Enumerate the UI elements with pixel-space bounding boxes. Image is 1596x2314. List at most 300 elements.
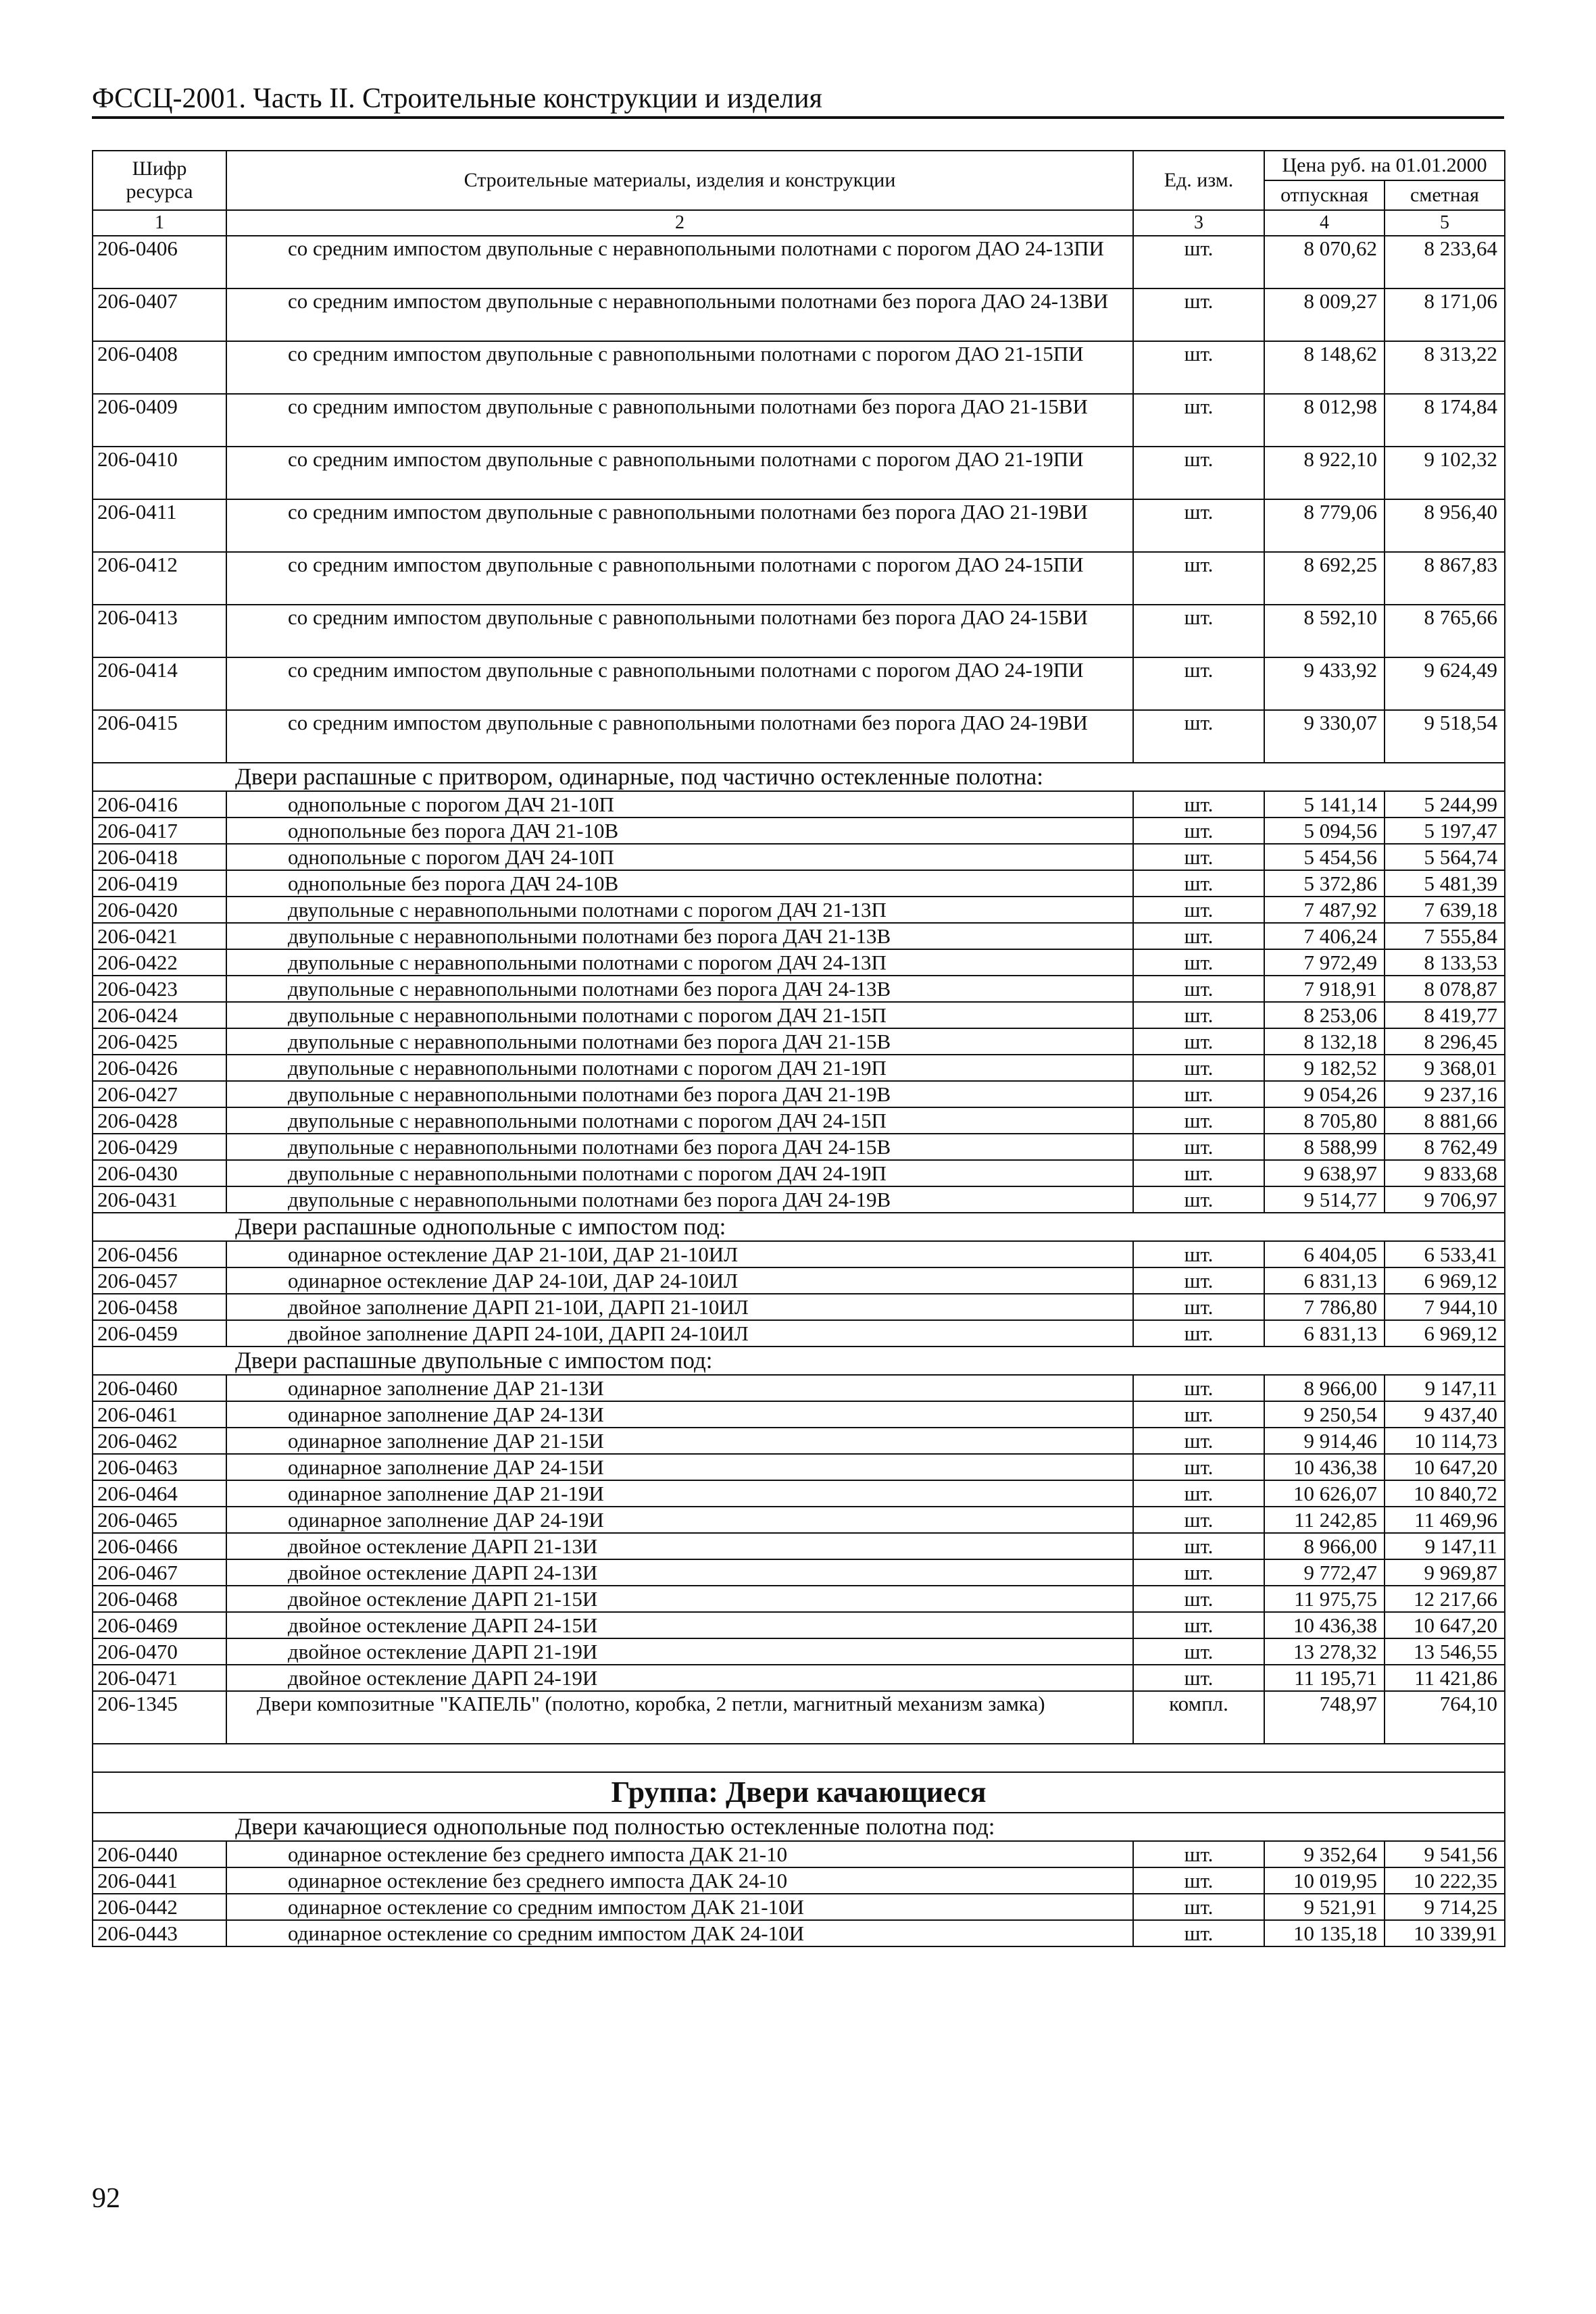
estimate-price: 8 867,83 [1385,552,1505,605]
unit: шт. [1133,1028,1264,1055]
resource-code: 206-0410 [93,447,226,499]
estimate-price: 9 833,68 [1385,1160,1505,1186]
table-row [93,657,1505,710]
resource-code: 206-0442 [93,1894,226,1920]
resource-name: двупольные с неравнопольными полотнами без порога ДАЧ 24-15В [226,1134,1133,1160]
table-row [93,341,1505,394]
estimate-price: 8 313,22 [1385,341,1505,394]
estimate-price: 11 421,86 [1385,1665,1505,1691]
table-row [93,949,1505,976]
resource-code: 206-0421 [93,923,226,949]
resource-name: двупольные с неравнопольными полотнами без порога ДАЧ 21-13В [226,923,1133,949]
resource-name: одинарное остекление со средним импостом ДАК 21-10И [226,1894,1133,1920]
estimate-price: 10 647,20 [1385,1454,1505,1480]
col-header-unit: Ед. изм. [1133,151,1264,210]
resource-code: 206-0431 [93,1186,226,1213]
resource-code: 206-0406 [93,236,226,288]
resource-code: 206-0427 [93,1081,226,1107]
release-price: 9 521,91 [1264,1894,1385,1920]
table-row [93,394,1505,447]
release-price: 5 094,56 [1264,818,1385,844]
unit: шт. [1133,1533,1264,1559]
resource-code: 206-0426 [93,1055,226,1081]
unit: шт. [1133,870,1264,897]
release-price: 8 070,62 [1264,236,1385,288]
unit: шт. [1133,394,1264,447]
estimate-price: 9 237,16 [1385,1081,1505,1107]
unit: шт. [1133,897,1264,923]
unit: шт. [1133,499,1264,552]
resource-name: со средним импостом двупольные с равнопольными полотнами без порога ДАО 21-19ВИ [226,499,1133,552]
estimate-price: 9 147,11 [1385,1533,1505,1559]
estimate-price: 8 419,77 [1385,1002,1505,1028]
resource-code: 206-0443 [93,1920,226,1946]
unit: шт. [1133,1428,1264,1454]
release-price: 11 242,85 [1264,1507,1385,1533]
release-price: 8 132,18 [1264,1028,1385,1055]
release-price: 6 404,05 [1264,1241,1385,1267]
table-row [93,1894,1505,1920]
spacer-row [93,1744,1505,1772]
resource-name: одинарное заполнение ДАР 24-15И [226,1454,1133,1480]
unit: шт. [1133,341,1264,394]
table-row [93,1691,1505,1744]
col-header-estimate-price: сметная [1385,180,1505,210]
unit: шт. [1133,976,1264,1002]
unit: шт. [1133,1002,1264,1028]
unit: шт. [1133,447,1264,499]
resource-code: 206-0471 [93,1665,226,1691]
release-price: 9 182,52 [1264,1055,1385,1081]
resource-name: одинарное заполнение ДАР 24-13И [226,1401,1133,1428]
release-price: 748,97 [1264,1691,1385,1744]
resource-code: 206-0462 [93,1428,226,1454]
estimate-price: 9 714,25 [1385,1894,1505,1920]
table-row [93,1401,1505,1428]
resource-name: со средним импостом двупольные с равнопольными полотнами без порога ДАО 24-15ВИ [226,605,1133,657]
table-row [93,923,1505,949]
table-row [93,605,1505,657]
estimate-price: 8 765,66 [1385,605,1505,657]
release-price: 7 972,49 [1264,949,1385,976]
estimate-price: 764,10 [1385,1691,1505,1744]
table-row [93,447,1505,499]
estimate-price: 6 969,12 [1385,1320,1505,1347]
release-price: 8 922,10 [1264,447,1385,499]
estimate-price: 9 969,87 [1385,1559,1505,1586]
unit: шт. [1133,1841,1264,1867]
table-row [93,1480,1505,1507]
table-row [93,791,1505,818]
rows-swing-doors [93,1841,1505,1946]
resource-name: со средним импостом двупольные с неравнопольными полотнами без порога ДАО 24-13ВИ [226,288,1133,341]
release-price: 10 626,07 [1264,1480,1385,1507]
estimate-price: 10 840,72 [1385,1480,1505,1507]
release-price: 7 786,80 [1264,1294,1385,1320]
unit: шт. [1133,1160,1264,1186]
header-divider [92,116,1504,119]
release-price: 8 779,06 [1264,499,1385,552]
release-price: 8 966,00 [1264,1375,1385,1401]
estimate-price: 6 969,12 [1385,1267,1505,1294]
resource-code: 206-0413 [93,605,226,657]
table-row [93,1375,1505,1401]
unit: шт. [1133,1401,1264,1428]
release-price: 10 135,18 [1264,1920,1385,1946]
resource-name: двупольные с неравнопольными полотнами без порога ДАЧ 21-19В [226,1081,1133,1107]
col-number: 2 [226,210,1133,236]
table-row [93,976,1505,1002]
release-price: 9 330,07 [1264,710,1385,763]
table-row [93,1612,1505,1638]
estimate-price: 8 078,87 [1385,976,1505,1002]
unit: шт. [1133,1920,1264,1946]
resource-name: одинарное заполнение ДАР 21-19И [226,1480,1133,1507]
unit: шт. [1133,236,1264,288]
resource-code: 206-0408 [93,341,226,394]
table-row [93,870,1505,897]
resource-code: 206-0417 [93,818,226,844]
resource-name: двойное остекление ДАРП 24-19И [226,1665,1133,1691]
resource-code: 206-0418 [93,844,226,870]
release-price: 9 514,77 [1264,1186,1385,1213]
release-price: 5 454,56 [1264,844,1385,870]
release-price: 6 831,13 [1264,1267,1385,1294]
resource-code: 206-0415 [93,710,226,763]
table-row [93,1160,1505,1186]
resource-code: 206-0465 [93,1507,226,1533]
unit: шт. [1133,1638,1264,1665]
release-price: 7 487,92 [1264,897,1385,923]
table-row [93,1507,1505,1533]
col-header-price: Цена руб. на 01.01.2000 [1264,151,1505,180]
release-price: 10 019,95 [1264,1867,1385,1894]
table-row [93,1028,1505,1055]
page-number: 92 [92,2183,120,2214]
col-header-release-price: отпускная [1264,180,1385,210]
resource-code: 206-1345 [93,1691,226,1744]
resource-name: одинарное заполнение ДАР 24-19И [226,1507,1133,1533]
resource-name: двупольные с неравнопольными полотнами с порогом ДАЧ 24-15П [226,1107,1133,1134]
release-price: 8 705,80 [1264,1107,1385,1134]
table-row [93,710,1505,763]
resource-code: 206-0468 [93,1586,226,1612]
unit: шт. [1133,1055,1264,1081]
unit: шт. [1133,710,1264,763]
resource-name: двупольные с неравнопольными полотнами с порогом ДАЧ 21-13П [226,897,1133,923]
col-header-code: Шифр ресурса [93,151,226,210]
resource-code: 206-0428 [93,1107,226,1134]
table-row [93,1055,1505,1081]
resource-name: двойное остекление ДАРП 21-19И [226,1638,1133,1665]
unit: шт. [1133,1241,1264,1267]
resource-name: двупольные с неравнопольными полотнами с порогом ДАЧ 21-19П [226,1055,1133,1081]
estimate-price: 9 624,49 [1385,657,1505,710]
resource-code: 206-0458 [93,1294,226,1320]
estimate-price: 8 296,45 [1385,1028,1505,1055]
estimate-price: 5 197,47 [1385,818,1505,844]
table-row [93,1267,1505,1294]
resource-code: 206-0422 [93,949,226,976]
resource-code: 206-0419 [93,870,226,897]
release-price: 5 141,14 [1264,791,1385,818]
resource-code: 206-0457 [93,1267,226,1294]
resource-name: одинарное остекление со средним импостом ДАК 24-10И [226,1920,1133,1946]
release-price: 5 372,86 [1264,870,1385,897]
resource-code: 206-0470 [93,1638,226,1665]
unit: шт. [1133,844,1264,870]
release-price: 11 195,71 [1264,1665,1385,1691]
unit: шт. [1133,1612,1264,1638]
table-row [93,1586,1505,1612]
release-price: 8 253,06 [1264,1002,1385,1028]
resource-code: 206-0464 [93,1480,226,1507]
resource-name: однопольные с порогом ДАЧ 21-10П [226,791,1133,818]
estimate-price: 9 147,11 [1385,1375,1505,1401]
col-number: 5 [1385,210,1505,236]
resource-code: 206-0407 [93,288,226,341]
unit: шт. [1133,791,1264,818]
unit: шт. [1133,1867,1264,1894]
resource-name: со средним импостом двупольные с равнопольными полотнами с порогом ДАО 24-15ПИ [226,552,1133,605]
release-price: 9 250,54 [1264,1401,1385,1428]
estimate-price: 8 956,40 [1385,499,1505,552]
release-price: 13 278,32 [1264,1638,1385,1665]
resource-name: двупольные с неравнопольными полотнами без порога ДАЧ 24-13В [226,976,1133,1002]
unit: шт. [1133,1559,1264,1586]
release-price: 6 831,13 [1264,1320,1385,1347]
resource-name: двойное остекление ДАРП 21-13И [226,1533,1133,1559]
estimate-price: 10 647,20 [1385,1612,1505,1638]
estimate-price: 10 114,73 [1385,1428,1505,1454]
estimate-price: 7 555,84 [1385,923,1505,949]
estimate-price: 8 133,53 [1385,949,1505,976]
estimate-price: 9 518,54 [1385,710,1505,763]
resource-code: 206-0466 [93,1533,226,1559]
release-price: 7 406,24 [1264,923,1385,949]
price-table [92,150,1505,1947]
unit: шт. [1133,1507,1264,1533]
resource-name: однопольные с порогом ДАЧ 24-10П [226,844,1133,870]
resource-name: со средним импостом двупольные с равнопольными полотнами без порога ДАО 24-19ВИ [226,710,1133,763]
col-number: 4 [1264,210,1385,236]
estimate-price: 10 222,35 [1385,1867,1505,1894]
table-row [93,897,1505,923]
release-price: 11 975,75 [1264,1586,1385,1612]
release-price: 7 918,91 [1264,976,1385,1002]
unit: шт. [1133,818,1264,844]
resource-name: двупольные с неравнопольными полотнами без порога ДАЧ 24-19В [226,1186,1133,1213]
table-row [93,818,1505,844]
resource-name: двупольные с неравнопольными полотнами с порогом ДАЧ 24-19П [226,1160,1133,1186]
resource-name: одинарное остекление без среднего импоста ДАК 21-10 [226,1841,1133,1867]
table-row [93,1134,1505,1160]
resource-code: 206-0469 [93,1612,226,1638]
release-price: 10 436,38 [1264,1612,1385,1638]
resource-name: одинарное заполнение ДАР 21-13И [226,1375,1133,1401]
resource-code: 206-0414 [93,657,226,710]
rows-rebated-doors [93,791,1505,1213]
resource-name: Двери композитные "КАПЕЛЬ" (полотно, коробка, 2 петли, магнитный механизм замка) [226,1691,1133,1744]
resource-name: со средним импостом двупольные с равнопольными полотнами с порогом ДАО 21-15ПИ [226,341,1133,394]
table-row [93,1294,1505,1320]
unit: шт. [1133,1267,1264,1294]
resource-name: со средним импостом двупольные с неравнопольными полотнами с порогом ДАО 24-13ПИ [226,236,1133,288]
estimate-price: 8 233,64 [1385,236,1505,288]
release-price: 8 009,27 [1264,288,1385,341]
estimate-price: 5 481,39 [1385,870,1505,897]
group-heading: Группа: Двери качающиеся [93,1772,1505,1813]
resource-name: одинарное заполнение ДАР 21-15И [226,1428,1133,1454]
unit: шт. [1133,605,1264,657]
unit: шт. [1133,1586,1264,1612]
resource-name: двойное заполнение ДАРП 21-10И, ДАРП 21-10ИЛ [226,1294,1133,1320]
table-row [93,1241,1505,1267]
table-row [93,236,1505,288]
unit: шт. [1133,1294,1264,1320]
table-row [93,1559,1505,1586]
table-row [93,552,1505,605]
resource-name: однопольные без порога ДАЧ 21-10В [226,818,1133,844]
unit: шт. [1133,1480,1264,1507]
unit: шт. [1133,1454,1264,1480]
release-price: 9 054,26 [1264,1081,1385,1107]
resource-name: двойное остекление ДАРП 24-15И [226,1612,1133,1638]
table-row [93,844,1505,870]
table-row [93,1665,1505,1691]
table-row [93,1920,1505,1946]
resource-code: 206-0423 [93,976,226,1002]
estimate-price: 5 244,99 [1385,791,1505,818]
resource-code: 206-0461 [93,1401,226,1428]
table-row [93,1320,1505,1347]
estimate-price: 7 639,18 [1385,897,1505,923]
release-price: 9 352,64 [1264,1841,1385,1867]
page-header: ФССЦ-2001. Часть II. Строительные конструкции и изделия [92,83,822,114]
table-row [93,1533,1505,1559]
section-heading: Двери распашные с притвором, одинарные, под частично остекленные полотна: [93,763,1505,791]
resource-code: 206-0412 [93,552,226,605]
unit: шт. [1133,1894,1264,1920]
section-heading: Двери распашные двупольные с импостом под: [93,1347,1505,1375]
resource-name: одинарное остекление без среднего импоста ДАК 24-10 [226,1867,1133,1894]
estimate-price: 8 171,06 [1385,288,1505,341]
table-row [93,1107,1505,1134]
resource-code: 206-0420 [93,897,226,923]
resource-code: 206-0456 [93,1241,226,1267]
col-number: 3 [1133,210,1264,236]
estimate-price: 13 546,55 [1385,1638,1505,1665]
resource-code: 206-0411 [93,499,226,552]
unit: шт. [1133,288,1264,341]
col-number: 1 [93,210,226,236]
table-row [93,1454,1505,1480]
table-row [93,1428,1505,1454]
release-price: 9 638,97 [1264,1160,1385,1186]
resource-name: двупольные с неравнопольными полотнами с порогом ДАЧ 24-13П [226,949,1133,976]
release-price: 9 772,47 [1264,1559,1385,1586]
unit: шт. [1133,1107,1264,1134]
table-row [93,1002,1505,1028]
resource-code: 206-0440 [93,1841,226,1867]
resource-name: одинарное остекление ДАР 21-10И, ДАР 21-10ИЛ [226,1241,1133,1267]
section-heading: Двери качающиеся однопольные под полностью остекленные полотна под: [93,1813,1505,1841]
table-row [93,499,1505,552]
resource-name: со средним импостом двупольные с равнопольными полотнами с порогом ДАО 24-19ПИ [226,657,1133,710]
release-price: 9 433,92 [1264,657,1385,710]
resource-code: 206-0416 [93,791,226,818]
resource-code: 206-0430 [93,1160,226,1186]
table-row [93,1867,1505,1894]
estimate-price: 8 762,49 [1385,1134,1505,1160]
rows-with-impost [93,236,1505,763]
estimate-price: 6 533,41 [1385,1241,1505,1267]
estimate-price: 8 881,66 [1385,1107,1505,1134]
estimate-price: 12 217,66 [1385,1586,1505,1612]
table-row [93,1841,1505,1867]
estimate-price: 7 944,10 [1385,1294,1505,1320]
resource-name: со средним импостом двупольные с равнопольными полотнами без порога ДАО 21-15ВИ [226,394,1133,447]
estimate-price: 9 541,56 [1385,1841,1505,1867]
rows-double-leaf-impost [93,1375,1505,1691]
unit: шт. [1133,657,1264,710]
release-price: 10 436,38 [1264,1454,1385,1480]
resource-code: 206-0429 [93,1134,226,1160]
release-price: 8 148,62 [1264,341,1385,394]
resource-name: двойное заполнение ДАРП 24-10И, ДАРП 24-10ИЛ [226,1320,1133,1347]
table-row [93,1081,1505,1107]
unit: шт. [1133,1081,1264,1107]
unit: шт. [1133,949,1264,976]
estimate-price: 9 437,40 [1385,1401,1505,1428]
resource-name: двойное остекление ДАРП 21-15И [226,1586,1133,1612]
resource-code: 206-0460 [93,1375,226,1401]
unit: шт. [1133,1320,1264,1347]
rows-single-leaf-impost [93,1241,1505,1347]
unit: компл. [1133,1691,1264,1744]
estimate-price: 5 564,74 [1385,844,1505,870]
resource-code: 206-0441 [93,1867,226,1894]
table-row [93,1638,1505,1665]
unit: шт. [1133,552,1264,605]
estimate-price: 9 706,97 [1385,1186,1505,1213]
estimate-price: 10 339,91 [1385,1920,1505,1946]
estimate-price: 9 102,32 [1385,447,1505,499]
table-row [93,1186,1505,1213]
resource-name: двойное остекление ДАРП 24-13И [226,1559,1133,1586]
resource-code: 206-0424 [93,1002,226,1028]
estimate-price: 9 368,01 [1385,1055,1505,1081]
section-heading: Двери распашные однопольные с импостом под: [93,1213,1505,1241]
release-price: 8 012,98 [1264,394,1385,447]
release-price: 8 592,10 [1264,605,1385,657]
unit: шт. [1133,1375,1264,1401]
unit: шт. [1133,1665,1264,1691]
resource-code: 206-0467 [93,1559,226,1586]
resource-name: со средним импостом двупольные с равнопольными полотнами с порогом ДАО 21-19ПИ [226,447,1133,499]
unit: шт. [1133,923,1264,949]
release-price: 8 966,00 [1264,1533,1385,1559]
resource-name: двупольные с неравнопольными полотнами с порогом ДАЧ 21-15П [226,1002,1133,1028]
resource-code: 206-0409 [93,394,226,447]
resource-name: двупольные с неравнопольными полотнами без порога ДАЧ 21-15В [226,1028,1133,1055]
release-price: 8 588,99 [1264,1134,1385,1160]
resource-name: одинарное остекление ДАР 24-10И, ДАР 24-10ИЛ [226,1267,1133,1294]
unit: шт. [1133,1186,1264,1213]
resource-code: 206-0459 [93,1320,226,1347]
release-price: 8 692,25 [1264,552,1385,605]
resource-name: однопольные без порога ДАЧ 24-10В [226,870,1133,897]
